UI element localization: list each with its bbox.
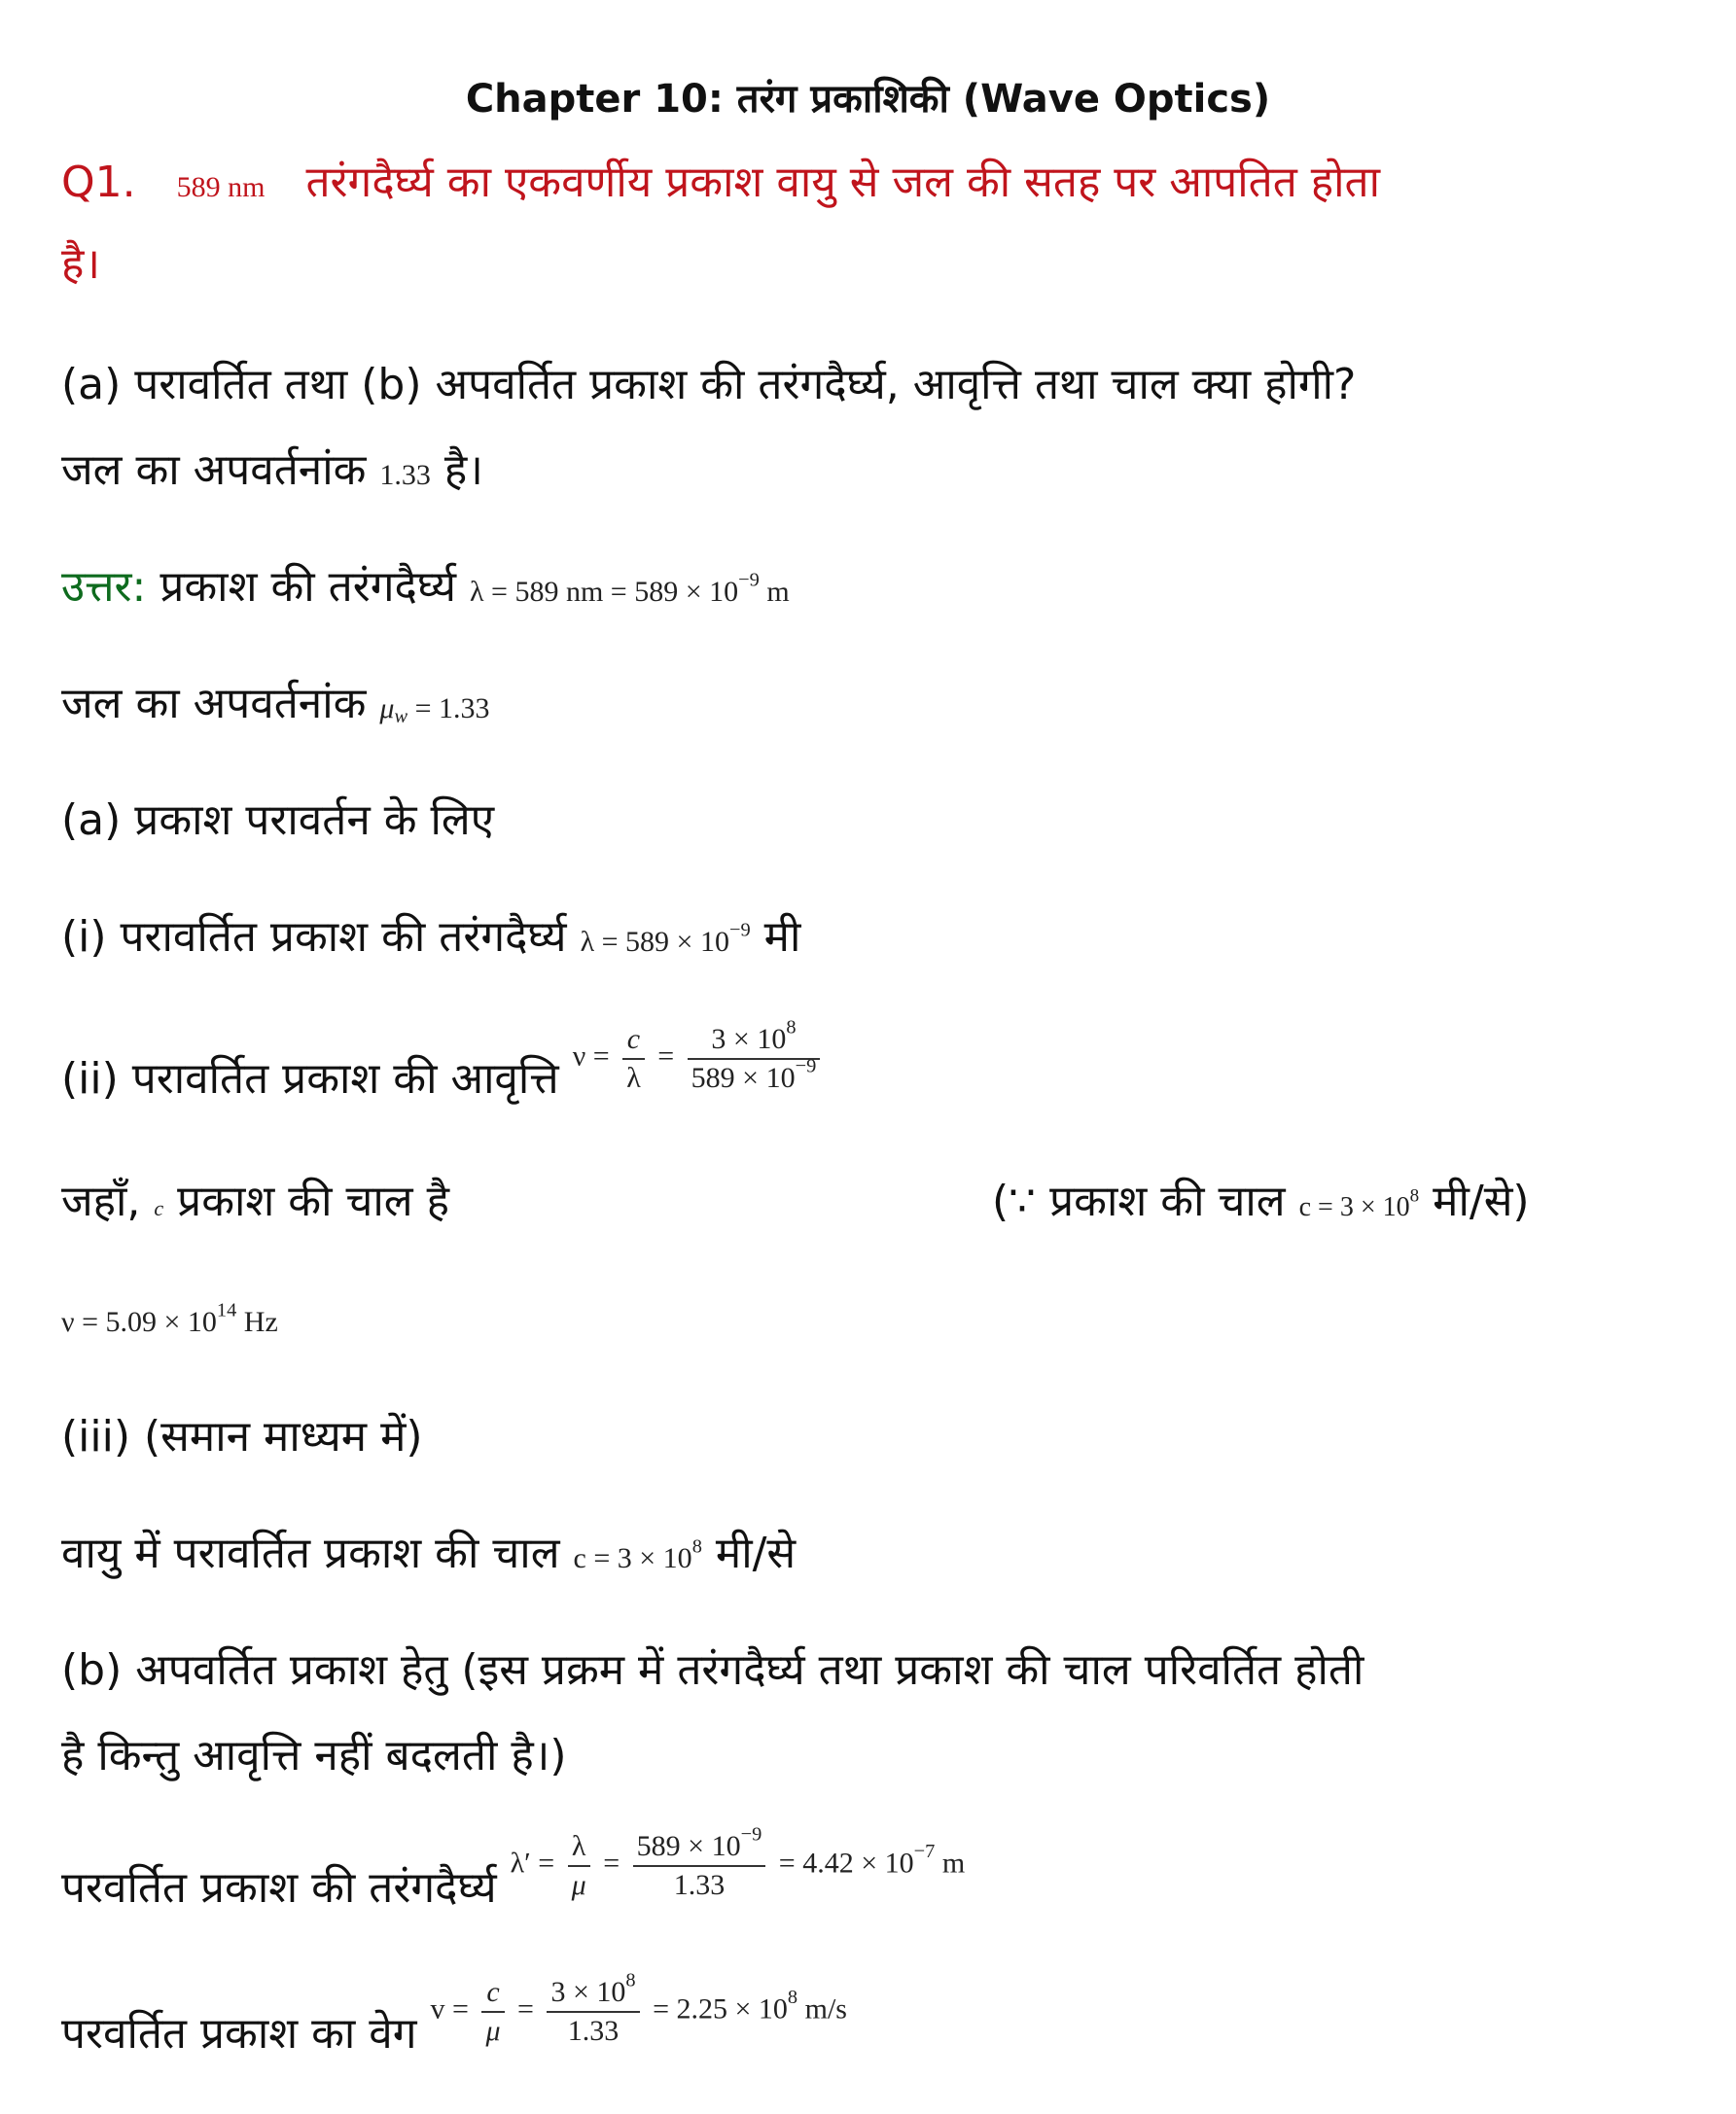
reflected-speed-eq: $c = 3 \times 10^8$ (573, 1535, 702, 1574)
answer-label: उत्तर: (61, 562, 147, 612)
question-text: तरंगदैर्घ्य का एकवर्णीय प्रकाश वायु से जल की सतह पर आपतित होता (305, 158, 1381, 207)
answer-wavelength-line (61, 562, 790, 614)
refracted-wavelength-eq: λ′ = $\frac{\lambda}{\mu}$ = $\frac{589 \times 10^{-9}}{1.33}$ = $4.42 \times 10^{-7}$ m (511, 1828, 966, 1903)
refracted-wavelength-text: परवर्तित प्रकाश की तरंगदैर्घ्य (61, 1863, 497, 1914)
answer-wavelength-eq: λ = 589 nm = $589 \times 10^{-9}$ m (470, 569, 790, 608)
frequency-result: $\nu = 5.09 \times 10^{14}$ Hz (61, 1299, 278, 1338)
reflected-wavelength-text: (i) परावर्तित प्रकाश की तरंगदैर्घ्य (61, 912, 567, 962)
reflected-frequency-line (61, 1016, 826, 1105)
part-b-line-2: है किन्तु आवृत्ति नहीं बदलती है।) (61, 1731, 567, 1780)
question-line-2: है। (61, 239, 101, 289)
sub-question-line-1: (a) परावर्तित तथा (b) अपवर्तित प्रकाश की तरंगदैर्घ्य, आवृत्ति तथा चाल क्या होगी? (61, 360, 1357, 409)
refractive-index-value: 1.33 (379, 459, 431, 491)
fraction-c-over-mu: $\frac{c}{\mu}$ (481, 1974, 504, 2049)
fraction-lambda-over-mu: $\frac{\lambda}{\mu}$ (568, 1828, 590, 1903)
reflected-wavelength-unit: मी (763, 912, 801, 962)
answer-ri-eq: $\mu_w = 1.33$ (379, 692, 490, 728)
where-symbol: c (154, 1196, 164, 1220)
sentence-end: है। (443, 445, 483, 495)
part-a-heading: (a) प्रकाश परावर्तन के लिए (61, 795, 495, 845)
reflected-frequency-eq: ν = $\frac{c}{\lambda}$ = $\frac{3 \times 10^8}{589 \times 10^{-9}}$ (573, 1021, 827, 1096)
reflected-speed-text: वायु में परावर्तित प्रकाश की चाल (61, 1529, 560, 1578)
answer-wavelength-text: प्रकाश की तरंगदैर्घ्य (159, 562, 456, 612)
fraction-frequency-values: $\frac{3 \times 10^8}{589 \times 10^{-9}}$ (688, 1021, 821, 1096)
fraction-velocity-values: $\frac{3 \times 10^8}{1.33}$ (547, 1974, 639, 2049)
answer-ri-line (61, 679, 490, 730)
refracted-velocity-text: परवर्तित प्रकाश का वेग (61, 2009, 417, 2060)
fraction-c-over-lambda: $\frac{c}{\lambda}$ (622, 1021, 645, 1096)
part-b-line-1: (b) अपवर्तित प्रकाश हेतु (इस प्रक्रम में तरंगदैर्घ्य तथा प्रकाश की चाल परिवर्तित होती (61, 1645, 1364, 1695)
speed-note-close: मी/से) (1433, 1177, 1530, 1226)
refracted-velocity-eq: v = $\frac{c}{\mu}$ = $\frac{3 \times 10^8}{1.33}$ = $2.25 \times 10^8$ m/s (431, 1974, 847, 2049)
question-label: Q1. (61, 158, 136, 207)
reflected-wavelength-eq: $\lambda = 589 \times 10^{-9}$ (580, 919, 751, 958)
reflected-speed-line (61, 1529, 796, 1580)
speed-note-open: (∵ प्रकाश की चाल (992, 1177, 1286, 1226)
reflected-speed-unit: मी/से (715, 1529, 797, 1578)
where-line (61, 1177, 449, 1228)
reflected-frequency-text: (ii) परावर्तित प्रकाश की आवृत्ति (61, 1054, 559, 1105)
where-description: प्रकाश की चाल है (177, 1177, 449, 1226)
speed-note (992, 1177, 1530, 1228)
reflected-wavelength-line (61, 912, 800, 964)
part-iii-heading: (iii) (समान माध्यम में) (61, 1412, 423, 1462)
sub-question-line-2 (61, 445, 483, 497)
speed-note-eq: $c = 3 \times 10^8$ (1298, 1185, 1420, 1222)
chapter-title: Chapter 10: तरंग प्रकाशिकी (Wave Optics) (465, 77, 1271, 122)
question-wavelength-value: 589 nm (176, 171, 266, 203)
where-text: जहाँ, (61, 1177, 141, 1226)
refracted-velocity-line (61, 1969, 847, 2060)
refracted-wavelength-line (61, 1823, 966, 1914)
fraction-wavelength-values: $\frac{589 \times 10^{-9}}{1.33}$ (633, 1828, 766, 1903)
refractive-index-label: जल का अपवर्तनांक (61, 445, 367, 495)
answer-ri-text: जल का अपवर्तनांक (61, 679, 367, 728)
question-line-1 (61, 158, 1380, 209)
